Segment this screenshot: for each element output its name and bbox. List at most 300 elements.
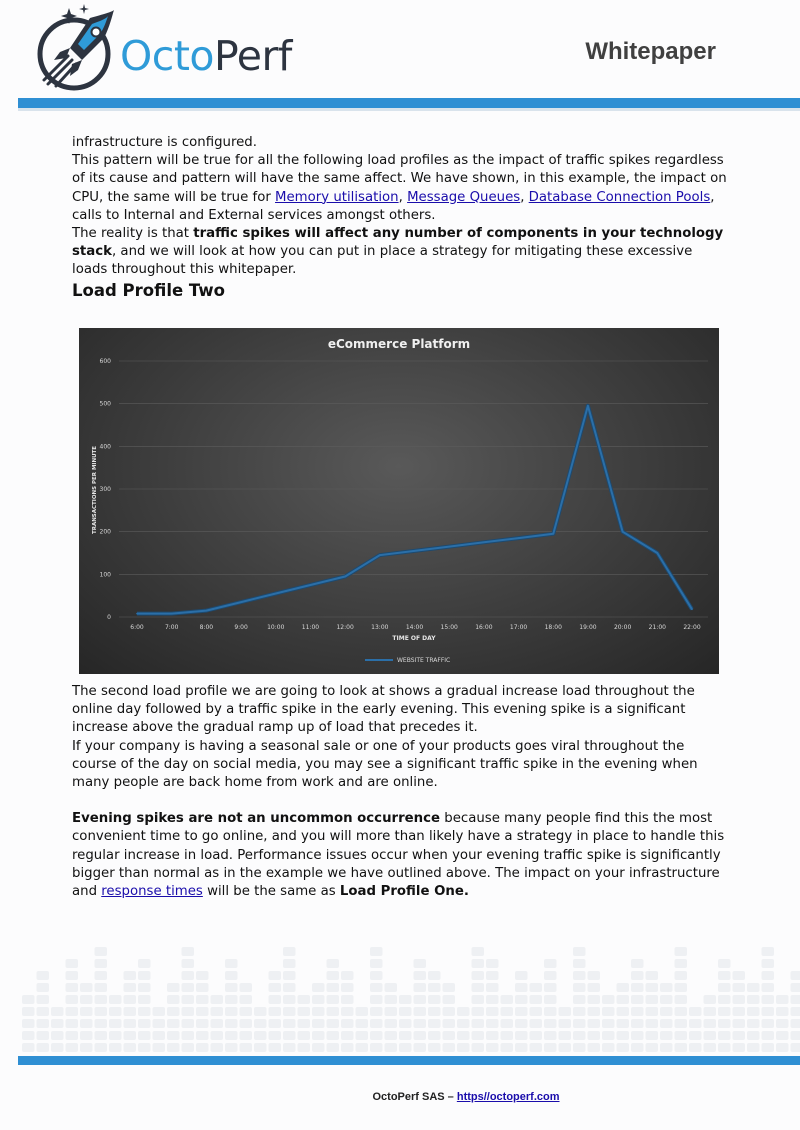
equalizer-cell <box>80 995 93 1004</box>
equalizer-cell <box>167 1007 180 1016</box>
equalizer-cell <box>327 1007 340 1016</box>
equalizer-cell <box>124 1019 137 1028</box>
equalizer-cell <box>254 1007 267 1016</box>
equalizer-cell <box>240 1043 253 1052</box>
equalizer-cell <box>762 971 775 980</box>
equalizer-cell <box>530 1007 543 1016</box>
intro-paragraph-2 <box>72 152 728 225</box>
body-text <box>72 683 732 901</box>
equalizer-cell <box>414 1019 427 1028</box>
equalizer-cell <box>312 995 325 1004</box>
data-point <box>171 613 173 615</box>
equalizer-cell <box>225 1019 238 1028</box>
y-tick-label: 300 <box>99 486 111 493</box>
equalizer-cell <box>196 1019 209 1028</box>
equalizer-cell <box>37 1031 50 1040</box>
equalizer-cell <box>762 1007 775 1016</box>
equalizer-cell <box>95 983 108 992</box>
equalizer-cell <box>37 995 50 1004</box>
equalizer-cell <box>747 1007 760 1016</box>
equalizer-cell <box>718 959 731 968</box>
equalizer-cell <box>399 1007 412 1016</box>
chart-legend <box>365 657 450 664</box>
equalizer-cell <box>544 1019 557 1028</box>
equalizer-cell <box>486 983 499 992</box>
equalizer-cell <box>602 995 615 1004</box>
intro-p3-text: The reality is that <box>72 226 194 242</box>
equalizer-cell <box>341 971 354 980</box>
equalizer-cell <box>298 1043 311 1052</box>
equalizer-cell <box>602 1019 615 1028</box>
equalizer-cell <box>617 995 630 1004</box>
y-tick-label: 100 <box>99 571 111 579</box>
body-p3-tail: will be the same as <box>202 884 340 900</box>
equalizer-cell <box>443 1019 456 1028</box>
equalizer-cell <box>675 983 688 992</box>
equalizer-cell <box>573 1031 586 1040</box>
equalizer-cell <box>733 1007 746 1016</box>
equalizer-cell <box>298 1031 311 1040</box>
x-tick-label: 15:00 <box>440 624 458 631</box>
equalizer-cell <box>733 971 746 980</box>
legend-label: WEBSITE TRAFFIC <box>397 657 451 664</box>
equalizer-cell <box>791 983 800 992</box>
equalizer-cell <box>95 995 108 1004</box>
equalizer-cell <box>559 1031 572 1040</box>
body-paragraph-3 <box>72 810 732 901</box>
equalizer-cell <box>399 995 412 1004</box>
equalizer-cell <box>675 995 688 1004</box>
equalizer-cell <box>167 995 180 1004</box>
equalizer-cell <box>414 1043 427 1052</box>
equalizer-cell <box>544 1043 557 1052</box>
x-tick-label: 6:00 <box>130 624 144 631</box>
equalizer-cell <box>298 1007 311 1016</box>
equalizer-cell <box>370 959 383 968</box>
equalizer-cell <box>385 1031 398 1040</box>
equalizer-cell <box>631 983 644 992</box>
equalizer-cell <box>356 1031 369 1040</box>
equalizer-cell <box>791 1007 800 1016</box>
intro-paragraph-3 <box>72 225 728 280</box>
equalizer-cell <box>153 1019 166 1028</box>
equalizer-cell <box>327 1019 340 1028</box>
series-line-website-traffic <box>137 406 692 614</box>
data-point <box>691 609 693 611</box>
equalizer-cell <box>457 1031 470 1040</box>
equalizer-cell <box>283 1031 296 1040</box>
equalizer-cell <box>472 1007 485 1016</box>
brand-perf: Perf <box>213 32 292 80</box>
equalizer-cell <box>718 971 731 980</box>
equalizer-cell <box>428 995 441 1004</box>
equalizer-cell <box>124 1007 137 1016</box>
x-tick-label: 8:00 <box>199 624 214 631</box>
equalizer-cell <box>109 1007 122 1016</box>
equalizer-cell <box>370 1007 383 1016</box>
equalizer-cell <box>37 1007 50 1016</box>
chart-y-axis-label: TRANSACTIONS PER MINUTE <box>92 445 98 535</box>
equalizer-cell <box>356 1019 369 1028</box>
page-header-title: Whitepaper <box>585 38 716 65</box>
equalizer-cell <box>791 1043 800 1052</box>
equalizer-cell <box>443 1031 456 1040</box>
equalizer-cell <box>530 1019 543 1028</box>
equalizer-cell <box>95 1031 108 1040</box>
equalizer-cell <box>515 995 528 1004</box>
equalizer-cell <box>341 1007 354 1016</box>
equalizer-cell <box>747 1019 760 1028</box>
x-tick-label: 7:00 <box>164 624 179 631</box>
equalizer-cell <box>37 971 50 980</box>
equalizer-cell <box>646 983 659 992</box>
equalizer-cell <box>138 959 151 968</box>
equalizer-cell <box>486 995 499 1004</box>
footer-company: OctoPerf SAS – <box>372 1091 457 1103</box>
equalizer-cell <box>762 1031 775 1040</box>
equalizer-cell <box>559 1019 572 1028</box>
equalizer-cell <box>269 1007 282 1016</box>
equalizer-cell <box>95 959 108 968</box>
intro-p2-tail: , calls to Internal and External services amongst others. <box>72 189 715 223</box>
equalizer-cell <box>675 971 688 980</box>
equalizer-cell <box>80 983 93 992</box>
equalizer-cell <box>269 971 282 980</box>
equalizer-cell <box>704 995 717 1004</box>
equalizer-cell <box>457 1019 470 1028</box>
equalizer-cell <box>457 1007 470 1016</box>
equalizer-cell <box>182 959 195 968</box>
equalizer-cell <box>312 1043 325 1052</box>
equalizer-cell <box>22 1019 35 1028</box>
equalizer-cell <box>675 1007 688 1016</box>
equalizer-cell <box>385 1043 398 1052</box>
equalizer-cell <box>472 1043 485 1052</box>
equalizer-cell <box>776 1019 789 1028</box>
equalizer-cell <box>167 1043 180 1052</box>
equalizer-cell <box>196 1031 209 1040</box>
equalizer-cell <box>791 995 800 1004</box>
equalizer-cell <box>182 1007 195 1016</box>
equalizer-cell <box>51 1043 64 1052</box>
x-tick-label: 9:00 <box>234 624 248 631</box>
equalizer-cell <box>704 1019 717 1028</box>
equalizer-cell <box>704 1031 717 1040</box>
equalizer-cell <box>298 995 311 1004</box>
equalizer-cell <box>153 1031 166 1040</box>
y-tick-label: 600 <box>99 358 111 365</box>
equalizer-cell <box>66 1019 79 1028</box>
equalizer-cell <box>254 1031 267 1040</box>
data-point <box>657 552 659 554</box>
equalizer-cell <box>443 1043 456 1052</box>
equalizer-cell <box>22 1007 35 1016</box>
intro-line-1: infrastructure is configured. <box>72 135 257 150</box>
equalizer-cell <box>356 1043 369 1052</box>
y-tick-label: 0 <box>107 614 111 621</box>
header-divider-shadow <box>18 108 800 111</box>
equalizer-cell <box>385 995 398 1004</box>
equalizer-cell <box>428 971 441 980</box>
equalizer-cell <box>457 1043 470 1052</box>
equalizer-cell <box>211 1043 224 1052</box>
equalizer-cell <box>66 1031 79 1040</box>
equalizer-cell <box>660 1007 673 1016</box>
equalizer-cell <box>283 971 296 980</box>
equalizer-cell <box>414 959 427 968</box>
equalizer-cell <box>399 1043 412 1052</box>
equalizer-cell <box>312 1031 325 1040</box>
equalizer-cell <box>66 995 79 1004</box>
equalizer-cell <box>370 947 383 956</box>
equalizer-cell <box>573 1043 586 1052</box>
equalizer-cell <box>109 995 122 1004</box>
memory-utilisation-link[interactable]: Memory utilisation <box>275 189 399 205</box>
equalizer-cell <box>617 983 630 992</box>
equalizer-cell <box>443 1007 456 1016</box>
equalizer-cell <box>646 1043 659 1052</box>
equalizer-cell <box>196 983 209 992</box>
equalizer-cell <box>51 1019 64 1028</box>
equalizer-cell <box>370 1019 383 1028</box>
equalizer-cell <box>747 1043 760 1052</box>
equalizer-cell <box>95 971 108 980</box>
x-tick-label: 16:00 <box>475 624 493 631</box>
equalizer-cell <box>283 947 296 956</box>
equalizer-cell <box>341 1031 354 1040</box>
equalizer-cell <box>733 1019 746 1028</box>
equalizer-cell <box>327 1031 340 1040</box>
equalizer-cell <box>428 1043 441 1052</box>
equalizer-cell <box>486 959 499 968</box>
rocket-icon <box>34 4 124 96</box>
equalizer-cell <box>631 1031 644 1040</box>
equalizer-cell <box>776 1031 789 1040</box>
x-tick-label: 21:00 <box>648 624 666 631</box>
equalizer-cell <box>501 1019 514 1028</box>
x-tick-label: 20:00 <box>613 624 632 631</box>
equalizer-cell <box>22 1043 35 1052</box>
data-point <box>379 554 381 556</box>
equalizer-cell <box>182 995 195 1004</box>
equalizer-cell <box>762 983 775 992</box>
response-times-link[interactable]: response times <box>101 884 203 900</box>
data-point <box>622 531 624 533</box>
equalizer-cell <box>225 995 238 1004</box>
equalizer-cell <box>66 1007 79 1016</box>
equalizer-cell <box>776 995 789 1004</box>
equalizer-cell <box>138 983 151 992</box>
x-tick-label: 19:00 <box>579 624 597 631</box>
x-tick-label: 14:00 <box>405 624 424 631</box>
equalizer-cell <box>182 1043 195 1052</box>
equalizer-cell <box>689 1031 702 1040</box>
equalizer-cell <box>501 1031 514 1040</box>
intro-p2-text: This pattern will be true for all the following load profiles as the impact of traffic spikes regardless of its cause and pattern will have the same affect. We have shown, in this example, the impact on CPU, the same will be true for <box>72 153 727 205</box>
equalizer-cell <box>617 1019 630 1028</box>
equalizer-cell <box>501 1007 514 1016</box>
equalizer-cell <box>109 1043 122 1052</box>
equalizer-cell <box>283 1019 296 1028</box>
equalizer-cell <box>646 1007 659 1016</box>
equalizer-cell <box>472 959 485 968</box>
equalizer-cell <box>254 1043 267 1052</box>
equalizer-cell <box>762 995 775 1004</box>
chart-series-layer <box>136 405 693 614</box>
equalizer-cell <box>182 971 195 980</box>
equalizer-cell <box>240 1007 253 1016</box>
equalizer-cell <box>66 983 79 992</box>
ecommerce-platform-chart <box>79 328 719 674</box>
equalizer-cell <box>675 1043 688 1052</box>
equalizer-cell <box>530 1031 543 1040</box>
data-point <box>240 601 242 603</box>
equalizer-cell <box>37 983 50 992</box>
equalizer-cell <box>138 1031 151 1040</box>
equalizer-cell <box>718 983 731 992</box>
data-point <box>552 533 554 535</box>
database-connection-pools-link[interactable]: Database Connection Pools <box>528 189 711 205</box>
equalizer-cell <box>269 983 282 992</box>
equalizer-cell <box>443 995 456 1004</box>
equalizer-cell <box>631 959 644 968</box>
equalizer-cell <box>196 971 209 980</box>
equalizer-cell <box>747 983 760 992</box>
equalizer-cell <box>124 971 137 980</box>
equalizer-cell <box>530 1043 543 1052</box>
equalizer-cell <box>414 983 427 992</box>
equalizer-cell <box>95 947 108 956</box>
equalizer-cell <box>182 1019 195 1028</box>
separator: , <box>520 189 529 205</box>
equalizer-cell <box>718 1007 731 1016</box>
equalizer-cell <box>225 971 238 980</box>
equalizer-cell <box>573 959 586 968</box>
chart-x-ticks <box>130 624 701 631</box>
equalizer-cell <box>704 1043 717 1052</box>
equalizer-cell <box>486 971 499 980</box>
equalizer-cell <box>747 995 760 1004</box>
equalizer-cell <box>109 1019 122 1028</box>
equalizer-cell <box>631 995 644 1004</box>
equalizer-cell <box>167 1031 180 1040</box>
equalizer-cell <box>370 983 383 992</box>
equalizer-cell <box>153 1043 166 1052</box>
equalizer-cell <box>182 983 195 992</box>
equalizer-cell <box>124 995 137 1004</box>
equalizer-cell <box>776 1007 789 1016</box>
equalizer-cell <box>225 1007 238 1016</box>
equalizer-cell <box>733 983 746 992</box>
chart-gridlines <box>119 361 708 617</box>
equalizer-cell <box>312 1019 325 1028</box>
equalizer-cell <box>544 995 557 1004</box>
equalizer-cell <box>486 1007 499 1016</box>
equalizer-cell <box>196 1007 209 1016</box>
equalizer-cell <box>283 995 296 1004</box>
equalizer-cell <box>283 959 296 968</box>
equalizer-cell <box>225 983 238 992</box>
equalizer-cell <box>283 983 296 992</box>
equalizer-cell <box>530 995 543 1004</box>
equalizer-cell <box>573 1007 586 1016</box>
equalizer-cell <box>602 1007 615 1016</box>
equalizer-cell <box>312 1007 325 1016</box>
intro-p3-bold: traffic spikes will affect any number of components in your technology stack <box>72 226 724 260</box>
footer-website-link[interactable]: https//octoperf.com <box>456 1091 560 1103</box>
equalizer-cell <box>660 1019 673 1028</box>
equalizer-cell <box>385 983 398 992</box>
equalizer-cell <box>443 983 456 992</box>
body-p3-text: because many people find this the most convenient time to go online, and you will more than likely have a strategy in place to handle this regular increase in load. Performance issues occur when your evening traffic spike is significantly bigger than normal as in the example we have outlined above. The impact on your infrastructure and <box>72 811 725 900</box>
equalizer-cell <box>588 1007 601 1016</box>
equalizer-cell <box>428 1031 441 1040</box>
equalizer-cell <box>588 1019 601 1028</box>
equalizer-cell <box>370 1043 383 1052</box>
equalizer-cell <box>211 1031 224 1040</box>
decorative-equalizer-background <box>18 930 800 1055</box>
equalizer-cell <box>631 1007 644 1016</box>
equalizer-cell <box>588 995 601 1004</box>
equalizer-cell <box>617 1031 630 1040</box>
equalizer-cell <box>515 1043 528 1052</box>
y-tick-label: 200 <box>99 528 111 536</box>
equalizer-cell <box>254 1019 267 1028</box>
equalizer-cell <box>472 983 485 992</box>
equalizer-cell <box>733 995 746 1004</box>
equalizer-cell <box>544 1007 557 1016</box>
data-point <box>206 610 208 612</box>
equalizer-cell <box>341 995 354 1004</box>
equalizer-cell <box>22 995 35 1004</box>
equalizer-cell <box>327 1043 340 1052</box>
equalizer-cell <box>486 1019 499 1028</box>
section-heading: Load Profile Two <box>72 281 225 300</box>
message-queues-link[interactable]: Message Queues <box>407 189 521 205</box>
equalizer-cell <box>269 1043 282 1052</box>
equalizer-cell <box>370 971 383 980</box>
equalizer-cell <box>414 971 427 980</box>
header-divider <box>18 98 800 108</box>
equalizer-cell <box>414 995 427 1004</box>
equalizer-cell <box>617 1043 630 1052</box>
equalizer-cell <box>22 1031 35 1040</box>
data-point <box>448 546 450 548</box>
x-tick-label: 11:00 <box>301 624 320 631</box>
equalizer-cell <box>225 959 238 968</box>
equalizer-cell <box>544 959 557 968</box>
equalizer-cell <box>66 959 79 968</box>
data-point <box>587 405 589 407</box>
x-tick-label: 12:00 <box>336 624 354 631</box>
equalizer-cell <box>762 1043 775 1052</box>
equalizer-cell <box>37 1043 50 1052</box>
equalizer-cell <box>80 1043 93 1052</box>
data-point <box>310 584 312 586</box>
equalizer-cell <box>617 1007 630 1016</box>
equalizer-cell <box>472 1031 485 1040</box>
chart-x-axis-label: TIME OF DAY <box>392 635 436 642</box>
equalizer-cell <box>51 1007 64 1016</box>
y-tick-label: 400 <box>99 443 111 451</box>
equalizer-cell <box>515 1031 528 1040</box>
equalizer-cell <box>675 959 688 968</box>
equalizer-cell <box>225 1043 238 1052</box>
equalizer-cell <box>269 1031 282 1040</box>
equalizer-cell <box>283 1043 296 1052</box>
equalizer-cell <box>544 983 557 992</box>
equalizer-cell <box>80 1007 93 1016</box>
